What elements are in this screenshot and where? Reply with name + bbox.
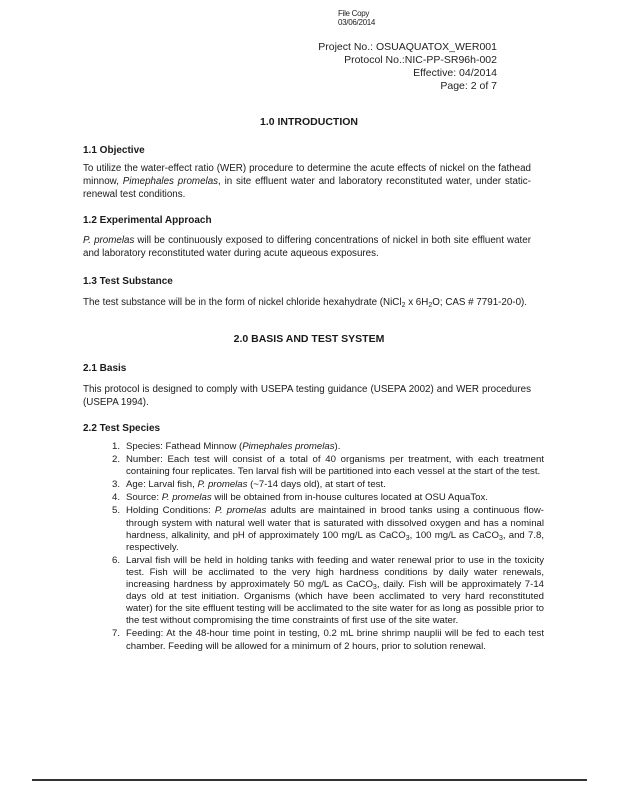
list-item-number: 6. [111, 554, 120, 566]
objective-species: Pimephales promelas [122, 176, 219, 187]
list-item-number: 5. [111, 505, 120, 517]
section-basis-heading: 2.0 BASIS AND TEST SYSTEM [233, 333, 385, 345]
objective-text-b: , in site effluent water and laboratory reconstituted water, under static-renewal test conditions. [83, 176, 531, 200]
test-species-heading: 2.2 Test Species [83, 423, 161, 434]
objective-paragraph [83, 162, 531, 201]
list-item [111, 505, 544, 553]
substance-text-c: O; CAS # 7791-20-0). [432, 297, 527, 308]
source-text-b: will be obtained from in-house cultures located at OSU AquaTox. [211, 492, 488, 504]
objective-heading: 1.1 Objective [83, 145, 145, 156]
bottom-rule [32, 779, 587, 781]
larval-text-b: , daily. Fish will be approximately 7-14 days old at test initiation. Organisms (which have been acclimated to very hard reconstituted water) for the site effluent testing will be acclimated to the site water for as long as possible prior to the test without compromising the time constraints of first use of the site water. [126, 579, 544, 627]
age-text-b: (~7-14 days old), at start of test. [247, 479, 386, 491]
basis-heading: 2.1 Basis [83, 363, 127, 374]
holding-species: P. promelas [214, 505, 267, 517]
feeding-text: Feeding: At the 48-hour time point in testing, 0.2 mL brine shrimp nauplii will be fed to each test chamber. Feeding will be allowed for a minimum of 2 hours, prior to solution renewal. [126, 628, 544, 652]
stamp-line-2: 03/06/2014 [338, 18, 376, 27]
protocol-number: Protocol No.:NIC-PP-SR96h-002 [344, 54, 497, 66]
holding-text-d: , and 7.8, respectively. [126, 529, 544, 553]
species-text-a: Species: Fathead Minnow ( [126, 441, 243, 452]
project-number: Project No.: OSUAQUATOX_WER001 [318, 41, 497, 53]
substance-text-b: x 6H [405, 297, 429, 308]
experimental-approach-heading: 1.2 Experimental Approach [83, 215, 212, 226]
substance-subscript-1: 2 [401, 302, 406, 309]
objective-text-a: To utilize the water-effect ratio (WER) procedure to determine the acute effects of nickel on the fathead minnow, [83, 163, 531, 187]
list-item [111, 454, 544, 478]
species-text-b: ). [334, 441, 341, 452]
effective-date: Effective: 04/2014 [413, 67, 497, 79]
list-item-number: 2. [111, 454, 120, 466]
holding-subscript-2: 3 [498, 534, 503, 542]
source-text-a: Source: [126, 492, 162, 504]
list-item-number: 1. [111, 441, 120, 452]
list-item [111, 492, 544, 504]
list-item [111, 479, 544, 491]
substance-subscript-2: 2 [428, 302, 433, 309]
larval-subscript-1: 3 [372, 584, 377, 592]
approach-text: will be continuously exposed to differing concentrations of nickel in both site effluent water and laboratory reconstituted water during acute aqueous exposures. [83, 235, 531, 259]
test-substance-heading: 1.3 Test Substance [83, 276, 173, 287]
experimental-approach-paragraph [83, 234, 531, 260]
test-substance-paragraph [83, 296, 531, 309]
file-copy-stamp [338, 9, 458, 27]
age-species: P. promelas [197, 479, 248, 491]
species-name: Pimephales promelas [242, 441, 335, 452]
age-text-a: Age: Larval fish, [126, 479, 198, 491]
holding-subscript-1: 3 [405, 534, 410, 542]
test-species-list [111, 441, 544, 654]
larval-text-a: Larval fish will be held in holding tanks with feeding and water renewal prior to use in the toxicity test. Fish will be acclimated to the very high hardness conditions by daily water renewals, increasing hardness by approximately 50 mg/L as CaCO [126, 554, 544, 591]
list-item-number: 7. [111, 628, 120, 640]
holding-text-a: Holding Conditions: [126, 505, 215, 517]
list-item [111, 441, 544, 453]
holding-text-c: , 100 mg/L as CaCO [409, 529, 499, 541]
list-item [111, 628, 544, 652]
basis-paragraph: This protocol is designed to comply with USEPA testing guidance (USEPA 2002) and WER procedures (USEPA 1994). [83, 384, 531, 408]
list-item-number: 4. [111, 492, 120, 504]
substance-text-a: The test substance will be in the form of nickel chloride hexahydrate (NiCl [83, 297, 402, 308]
list-item [111, 554, 544, 628]
page-number: Page: 2 of 7 [440, 80, 497, 92]
number-text: Number: Each test will consist of a total of 40 organisms per treatment, with each treatment containing four replicates. Ten larval fish will be partitioned into each vessel at the start of the test. [126, 454, 544, 478]
source-species: P. promelas [161, 492, 212, 504]
list-item-number: 3. [111, 479, 120, 491]
stamp-line-1: File Copy [338, 9, 370, 18]
section-introduction-heading: 1.0 INTRODUCTION [259, 116, 358, 128]
holding-text-b: adults are maintained in brood tanks using a continuous flow-through system with natural well water that is saturated with dissolved oxygen and has a nominal hardness, alkalinity, and pH of approximately 100 mg/L as CaCO [126, 505, 544, 541]
approach-species: P. promelas [83, 235, 135, 246]
document-header [318, 41, 497, 93]
